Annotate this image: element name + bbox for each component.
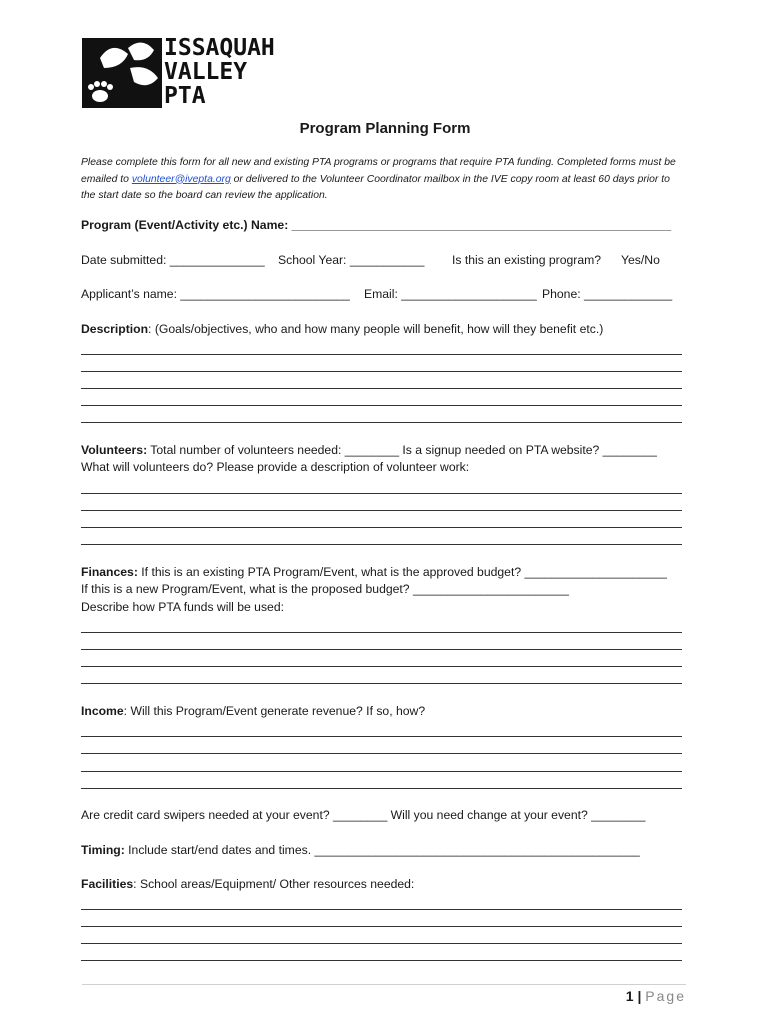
existing-program-question: Is this an existing program?	[452, 253, 602, 267]
facilities-line-2[interactable]	[81, 926, 682, 927]
page-number: 1	[625, 988, 634, 1004]
volunteers-text[interactable]: Total number of volunteers needed: ________ Is a signup needed on PTA website? ________	[147, 443, 657, 457]
pta-logo	[82, 36, 292, 112]
facilities-text: : School areas/Equipment/ Other resources needed:	[133, 877, 415, 891]
volunteer-email-link[interactable]: volunteer@ivepta.org	[131, 173, 231, 185]
timing-label: Timing:	[81, 843, 125, 857]
volunteers-line-3[interactable]	[81, 527, 682, 528]
volunteers-label: Volunteers:	[81, 443, 148, 457]
intro-paragraph	[81, 155, 681, 205]
logo-line-1: ISSAQUAH	[164, 35, 275, 61]
description-line-1[interactable]	[81, 354, 682, 355]
paw-print-icon	[82, 38, 162, 108]
facilities-heading	[81, 877, 414, 891]
date-submitted-field[interactable]: Date submitted: ______________	[81, 253, 265, 267]
intro-text-after: or delivered to the Volunteer Coordinator mailbox in the IVE copy room at least 60 days prior to the start date so the board can review the application.	[81, 173, 670, 201]
volunteers-line-1[interactable]	[81, 493, 682, 494]
intro-text-before: Please complete this form for all new and existing PTA programs or programs that require PTA funding. Completed forms must be emailed to	[81, 157, 676, 185]
facilities-label: Facilities	[81, 877, 134, 891]
description-line-5[interactable]	[81, 422, 682, 423]
finances-description-prompt: Describe how PTA funds will be used:	[81, 600, 284, 614]
income-line-3[interactable]	[81, 771, 682, 772]
page-separator: |	[637, 988, 642, 1004]
timing-text[interactable]: Include start/end dates and times. ________________________________________________	[124, 843, 640, 857]
finances-line-1[interactable]	[81, 632, 682, 633]
program-name-field[interactable]: Program (Event/Activity etc.) Name: ________________________________________________________	[81, 218, 672, 232]
description-line-3[interactable]	[81, 388, 682, 389]
footer-divider	[82, 984, 686, 985]
finances-line-3[interactable]	[81, 666, 682, 667]
logo-line-3: PTA	[164, 83, 206, 109]
income-label: Income	[81, 704, 124, 718]
phone-field[interactable]: Phone: _____________	[542, 287, 673, 301]
applicant-name-field[interactable]: Applicant’s name: _________________________	[81, 287, 350, 301]
yes-no-choice[interactable]: Yes/No	[621, 253, 660, 267]
volunteers-description-prompt: What will volunteers do? Please provide a description of volunteer work:	[81, 460, 470, 474]
finances-line-4[interactable]	[81, 683, 682, 684]
description-line-2[interactable]	[81, 371, 682, 372]
finances-new-budget-field[interactable]: If this is a new Program/Event, what is the proposed budget? _______________________	[81, 582, 569, 596]
description-line-4[interactable]	[81, 405, 682, 406]
volunteers-heading[interactable]	[81, 443, 657, 457]
finances-heading[interactable]	[81, 565, 667, 579]
finances-label: Finances:	[81, 565, 138, 579]
income-line-1[interactable]	[81, 736, 682, 737]
school-year-field[interactable]: School Year: ___________	[278, 253, 425, 267]
finances-text[interactable]: If this is an existing PTA Program/Event, what is the approved budget? _____________________	[137, 565, 667, 579]
volunteers-line-2[interactable]	[81, 510, 682, 511]
income-text: : Will this Program/Event generate revenue? If so, how?	[123, 704, 426, 718]
facilities-line-4[interactable]	[81, 960, 682, 961]
facilities-line-1[interactable]	[81, 909, 682, 910]
volunteers-line-4[interactable]	[81, 544, 682, 545]
income-heading	[81, 704, 425, 718]
finances-line-2[interactable]	[81, 649, 682, 650]
page-footer	[626, 988, 686, 1004]
email-field[interactable]: Email: ____________________	[364, 287, 537, 301]
swipers-change-question[interactable]: Are credit card swipers needed at your event? ________ Will you need change at your event? ________	[81, 808, 646, 822]
income-line-2[interactable]	[81, 753, 682, 754]
logo-line-2: VALLEY	[164, 59, 248, 85]
facilities-line-3[interactable]	[81, 943, 682, 944]
timing-heading[interactable]	[81, 843, 640, 857]
description-text: : (Goals/objectives, who and how many people will benefit, how will they benefit etc.)	[148, 322, 604, 336]
income-line-4[interactable]	[81, 788, 682, 789]
page-word: Page	[645, 988, 686, 1004]
page-title: Program Planning Form	[299, 120, 471, 137]
description-label: Description	[81, 322, 149, 336]
description-heading	[81, 322, 603, 336]
